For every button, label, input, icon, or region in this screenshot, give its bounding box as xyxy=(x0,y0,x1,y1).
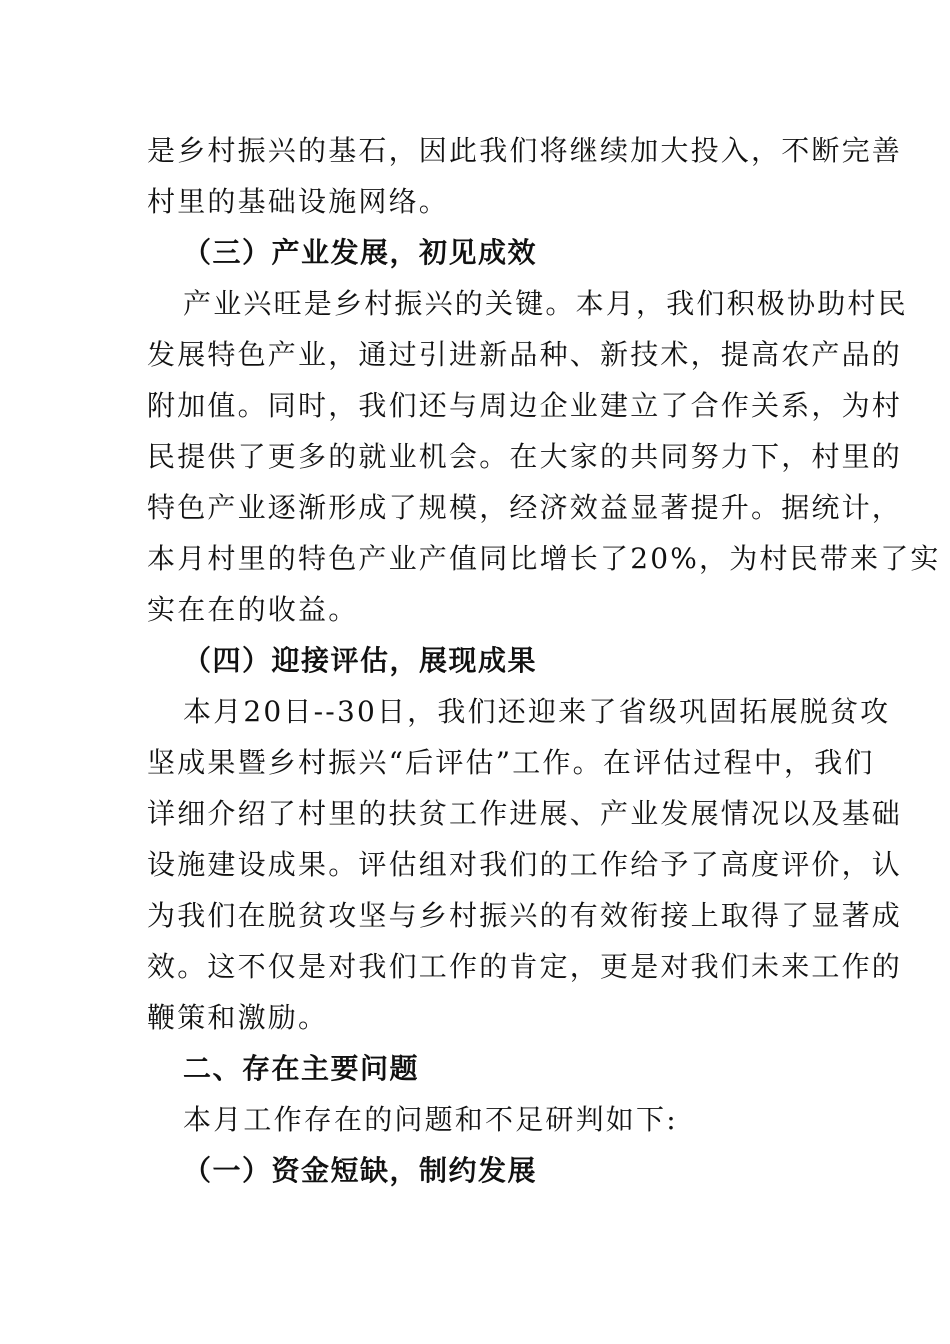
body-text-line: 鞭策和激励。 xyxy=(147,1001,329,1034)
paragraph-first-line: 本月20日--30日，我们还迎来了省级巩固拓展脱贫攻 xyxy=(183,695,891,728)
body-text-line: 附加值。同时，我们还与周边企业建立了合作关系，为村 xyxy=(147,389,903,422)
paragraph-first-line: 本月工作存在的问题和不足研判如下: xyxy=(183,1103,678,1136)
body-text-line: 发展特色产业，通过引进新品种、新技术，提高农产品的 xyxy=(147,338,903,371)
body-text-line: 为我们在脱贫攻坚与乡村振兴的有效衔接上取得了显著成 xyxy=(147,899,903,932)
paragraph-first-line: 产业兴旺是乡村振兴的关键。本月，我们积极协助村民 xyxy=(183,287,908,320)
body-text-line: 坚成果暨乡村振兴“后评估”工作。在评估过程中，我们 xyxy=(147,746,875,779)
section-heading: （四）迎接评估，展现成果 xyxy=(183,644,538,677)
body-text-line: 是乡村振兴的基石，因此我们将继续加大投入，不断完善 xyxy=(147,134,903,167)
body-text-line: 设施建设成果。评估组对我们的工作给予了高度评价，认 xyxy=(147,848,903,881)
body-text-line: 特色产业逐渐形成了规模，经济效益显著提升。据统计， xyxy=(147,491,903,524)
body-text-line: 民提供了更多的就业机会。在大家的共同努力下，村里的 xyxy=(147,440,903,473)
section-heading: （三）产业发展，初见成效 xyxy=(183,236,538,269)
body-text-line: 本月村里的特色产业产值同比增长了20%，为村民带来了实 xyxy=(147,542,941,575)
body-text-line: 效。这不仅是对我们工作的肯定，更是对我们未来工作的 xyxy=(147,950,903,983)
chapter-heading: 二、存在主要问题 xyxy=(183,1052,420,1085)
body-text-line: 村里的基础设施网络。 xyxy=(147,185,450,218)
section-heading: （一）资金短缺，制约发展 xyxy=(183,1154,538,1187)
body-text-line: 实在在的收益。 xyxy=(147,593,359,626)
body-text-line: 详细介绍了村里的扶贫工作进展、产业发展情况以及基础 xyxy=(147,797,903,830)
